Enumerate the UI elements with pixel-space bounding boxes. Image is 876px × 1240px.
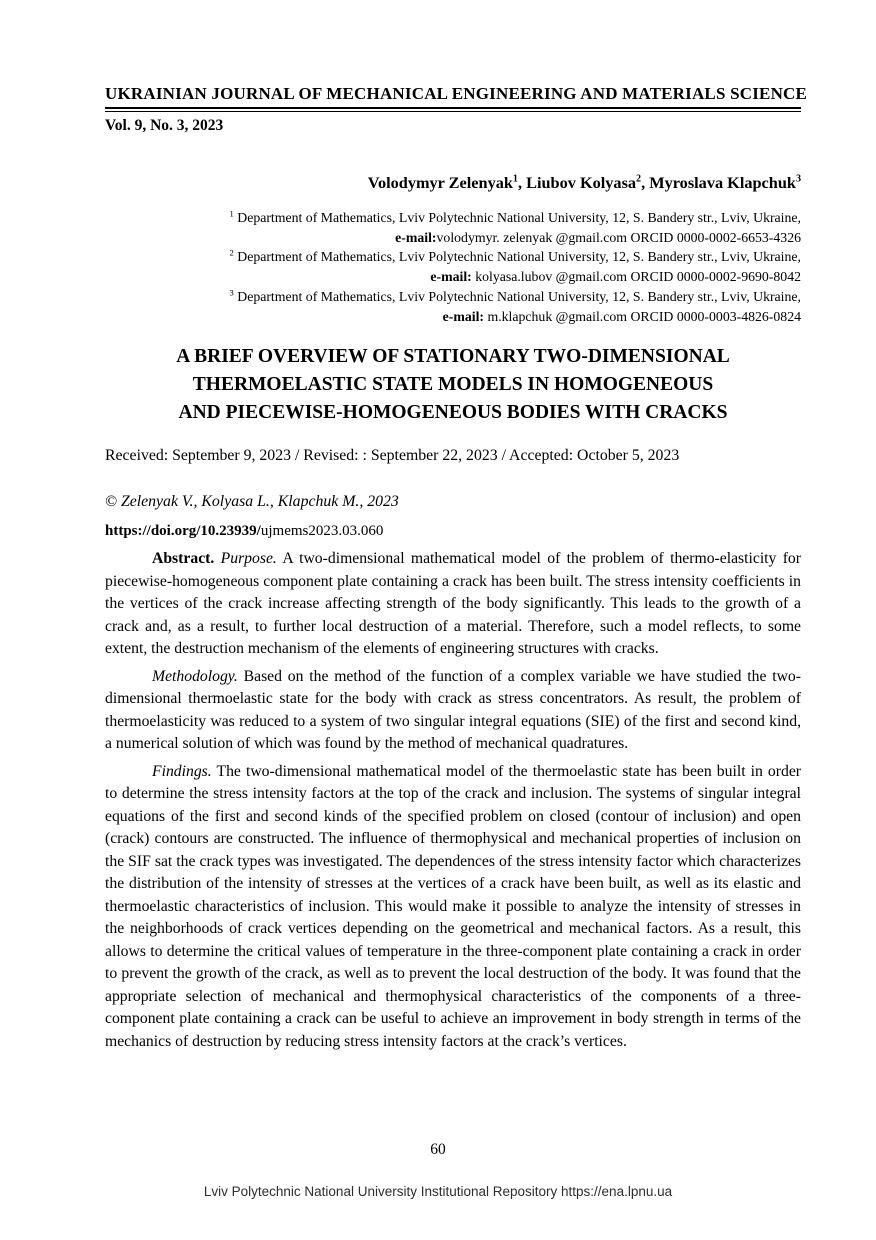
volume-issue: Vol. 9, No. 3, 2023 (105, 117, 224, 134)
affiliation-number: 3 (229, 287, 234, 298)
methodology-label: Methodology. (152, 667, 238, 685)
doi-prefix: https://doi.org/10.23939/ (105, 523, 261, 540)
methodology-paragraph (105, 666, 801, 756)
methodology-text: Based on the method of the function of a complex variable we have studied the two-dimensional thermoelastic state for the body with crack as stress concentrators. As result, the problem of thermoelasticity was reduced to a system of two singular integral equations (SIE) of the first and second kind, a numerical solution of which was found by the method of mechanical quadratures. (105, 667, 801, 753)
authors-line (105, 173, 801, 193)
affiliations-block (105, 208, 801, 326)
affiliation-number: 1 (229, 208, 234, 219)
doi-line (105, 523, 801, 540)
paper-title (105, 343, 801, 427)
title-line: AND PIECEWISE-HOMOGENEOUS BODIES WITH CRACKS (178, 402, 728, 424)
author: Myroslava Klapchuk$^3$ (649, 173, 801, 192)
author-affiliation-ref: 1 (512, 173, 518, 185)
email-orcid: volodymyr. zelenyak @gmail.com ORCID 0000-0002-6653-4326 (436, 229, 801, 245)
page-number: 60 (430, 1141, 446, 1158)
findings-paragraph (105, 761, 801, 1054)
affiliation-text: Department of Mathematics, Lviv Polytechnic National University, 12, S. Bandery str., Lviv, Ukraine, (233, 210, 801, 225)
email-label: e-mail: (442, 308, 485, 324)
abstract-heading: Abstract. (152, 550, 215, 568)
title-line: THERMOELASTIC STATE MODELS IN HOMOGENEOUS (192, 374, 714, 396)
email-orcid: kolyasa.lubov @gmail.com ORCID 0000-0002-9690-8042 (471, 269, 801, 285)
email-label: e-mail: (430, 269, 472, 285)
findings-text: The two-dimensional mathematical model of the thermoelastic state has been built in order to determine the stress intensity factors at the top of the crack and inclusion. The systems of singular integral equations of the first and second kinds of the specified problem on closed (contour of inclusion) and open (crack) contours are constructed. The influence of thermophysical and mechanical properties of inclusion on the SIF sat the crack types was investigated. The dependences of the stress intensity factor which characterizes the distribution of the intensity of stresses at the vertices of a crack have been built, as well as its elastic and thermoelastic characteristics of inclusion. This would make it possible to analyze the intensity of stresses in the neighborhoods of crack vertices depending on the geometrical and mechanical factors. As a result, this allows to determine the critical values of temperature in the three-component plate containing a crack in order to prevent the growth of the crack, as well as to prevent the local destruction of the body. It was found that the appropriate selection of mechanical and thermophysical characteristics of the components of a three-component plate containing a crack can be useful to achieve an improvement in body strength in terms of the mechanics of destruction by reducing stress intensity factors at the crack’s vertices. (105, 762, 802, 1050)
masthead-double-rule (105, 107, 801, 112)
purpose-text: A two-dimensional mathematical model of the problem of thermo-elasticity for piecewise-homogeneous component plate containing a crack has been built. The stress intensity coefficients in the vertices of the crack increase affecting strength of the body significantly. This leads to the growth of a crack and, as a result, to further local destruction of a material. Therefore, such a model reflects, to some extent, the destruction mechanism of the elements of engineering structures with cracks. (105, 550, 801, 658)
author-affiliation-ref: 2 (636, 173, 642, 185)
received-revised-accepted: Received: September 9, 2023 / Revised: : September 22, 2023 / Accepted: October 5, 2023 (105, 447, 680, 465)
email-label: e-mail: (395, 229, 437, 245)
affiliation (105, 208, 801, 247)
page-content (105, 84, 808, 1058)
author-affiliation-ref: 3 (795, 173, 801, 185)
findings-label: Findings. (152, 762, 212, 780)
affiliation (105, 247, 801, 286)
author: Liubov Kolyasa$^2$, (526, 173, 650, 192)
affiliation-text: Department of Mathematics, Lviv Polytechnic National University, 12, S. Bandery str., Lviv, Ukraine, (233, 249, 801, 265)
abstract-section (105, 548, 801, 1053)
affiliation-text: Department of Mathematics, Lviv Polytechnic National University, 12, S. Bandery str., Lviv, Ukraine, (233, 288, 801, 304)
title-line: A BRIEF OVERVIEW OF STATIONARY TWO-DIMENSIONAL (176, 346, 730, 368)
abstract-paragraph (105, 548, 801, 661)
author: Volodymyr Zelenyak$^1$, (367, 173, 527, 192)
purpose-label: Purpose. (220, 550, 277, 568)
journal-masthead: UKRAINIAN JOURNAL OF MECHANICAL ENGINEERING AND MATERIALS SCIENCE (105, 84, 808, 103)
email-orcid: m.klapchuk @gmail.com ORCID 0000-0003-4826-0824 (484, 308, 801, 324)
repository-footer: Lviv Polytechnic National University Institutional Repository https://ena.lpnu.ua (203, 1184, 673, 1199)
copyright-notice: © Zelenyak V., Kolyasa L., Klapchuk M., 2023 (105, 493, 399, 511)
affiliation-number: 2 (229, 247, 234, 258)
doi-suffix: ujmems2023.03.060 (260, 523, 384, 540)
affiliation (105, 287, 801, 326)
